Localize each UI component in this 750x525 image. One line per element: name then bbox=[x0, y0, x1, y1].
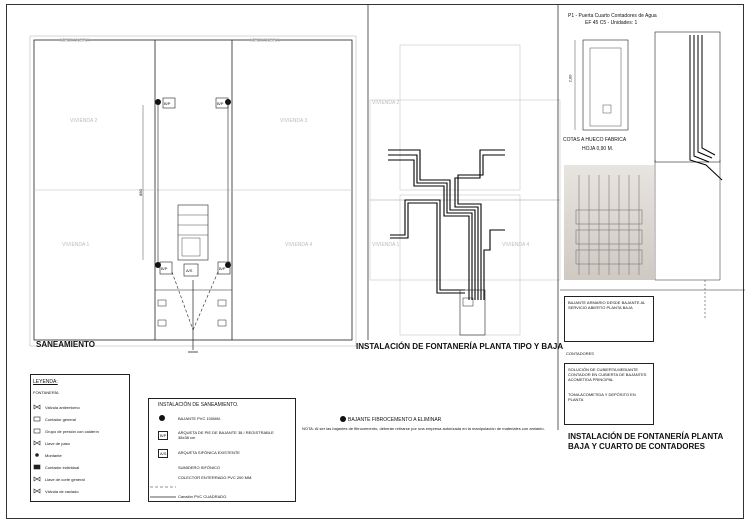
note-box-1-text: BAJANTE ARMARIO DESDE BAJANTE AL SERVICIO ABIERTO PLANTA BAJA bbox=[568, 300, 646, 310]
legend-item: Contador individual bbox=[45, 465, 80, 470]
door-heading-2: EF 45 C5 - Unidades: 1 bbox=[585, 20, 638, 26]
vivienda-4-label: VIVIENDA 4 bbox=[285, 242, 313, 248]
note-box-2 bbox=[564, 363, 654, 425]
sanea-item-code: B/P bbox=[160, 433, 167, 438]
legend-subtitle: FONTANERÍA bbox=[33, 390, 59, 395]
sanea-legend-item: ARQUETA SIFÓNICA EXISTENTE bbox=[178, 450, 240, 455]
note-small-1: CONTADORES bbox=[566, 351, 594, 356]
legend-item: Llave de paso bbox=[45, 441, 70, 446]
legend-item: Válvula antirretorno bbox=[45, 405, 80, 410]
sanea-legend-item: Canalón PVC CUADRADO. bbox=[178, 494, 228, 499]
as-tag: A/S bbox=[186, 268, 193, 273]
asbestos-note: NOTA: Al ser las bajantes de fibrocemento, deberán retirarse por una empresa autorizada en la manipulación de materiales con amianto. bbox=[302, 426, 545, 431]
saneamiento-title: SANEAMIENTO bbox=[36, 340, 95, 349]
fontaneria-baja-title: INSTALACIÓN DE FONTANERÍA PLANTA BAJA Y CUARTO DE CONTADORES bbox=[568, 432, 723, 451]
note-box-1 bbox=[564, 296, 654, 342]
legend-item: Grupo de presión con calderín bbox=[45, 429, 99, 434]
cotas-label: COTAS A HUECO FABRICA bbox=[563, 137, 627, 143]
sanea-item-code: A/S bbox=[160, 451, 167, 456]
legend-item: Válvula de vaciado bbox=[45, 489, 79, 494]
note-small-2: TOMA ACOMETIDA Y DEPÓSITO EN PLANTA bbox=[568, 392, 636, 402]
sanea-legend-item: ARQUETA DE PIE DE BAJANTE 38 / REGISTRABLE 38x38 cm bbox=[178, 430, 274, 440]
door-height-dim: 2,00 bbox=[567, 74, 573, 83]
legend-item: Llave de corte general bbox=[45, 477, 85, 482]
meter-room-photo bbox=[564, 165, 654, 280]
bp-tag-3: B/P bbox=[161, 266, 168, 271]
vivienda-3-label: VIVIENDA 3 bbox=[280, 118, 308, 124]
medianera-right-label: MEDIANERA bbox=[250, 38, 280, 44]
vivienda-1-label-mid: VIVIENDA 1 bbox=[372, 242, 400, 248]
hoja-label: HOJA 0,90 M. bbox=[582, 146, 614, 152]
sanea-legend-item: BAJANTE PVC 100MM. bbox=[178, 416, 221, 421]
vivienda-2-label: VIVIENDA 2 bbox=[70, 118, 98, 124]
bp-tag-1: B/P bbox=[164, 101, 171, 106]
sanea-legend-title: INSTALACIÓN DE SANEAMIENTO. bbox=[158, 402, 239, 408]
medianera-left-label: MEDIANERA bbox=[60, 38, 90, 44]
legend-item: Contador general bbox=[45, 417, 76, 422]
note-box-2-text: SOLUCIÓN DE CUBIERTA MEDIANTE CONTADOR EN CUBIERTA DE BAJANTES ACOMETIDA PRINCIPAL bbox=[568, 367, 647, 382]
legend-title: LEYENDA: bbox=[33, 379, 58, 385]
fontaneria-tipo-title: INSTALACIÓN DE FONTANERÍA PLANTA TIPO Y BAJA bbox=[356, 342, 564, 351]
sanea-legend-item: COLECTOR ENTERRADO PVC 200 MM. bbox=[178, 475, 253, 480]
bp-tag-2: B/P bbox=[217, 101, 224, 106]
vivienda-4-label-mid: VIVIENDA 4 bbox=[502, 242, 530, 248]
legend-item: Montante bbox=[45, 453, 62, 458]
bp-tag-4: B/P bbox=[219, 266, 226, 271]
vivienda-2-label-mid: VIVIENDA 2 bbox=[372, 100, 400, 106]
meter-rack-graphic bbox=[564, 165, 654, 280]
door-heading-1: P1 - Puerta Cuarto Contadores de Agua bbox=[568, 13, 657, 19]
sanea-legend-item: SUMIDERO SIFÓNICO bbox=[178, 465, 221, 470]
dimension-label: 880 bbox=[137, 189, 143, 196]
vivienda-1-label: VIVIENDA 1 bbox=[62, 242, 90, 248]
bajante-note-label: BAJANTE FIBROCEMENTO A ELIMINAR bbox=[348, 417, 442, 423]
